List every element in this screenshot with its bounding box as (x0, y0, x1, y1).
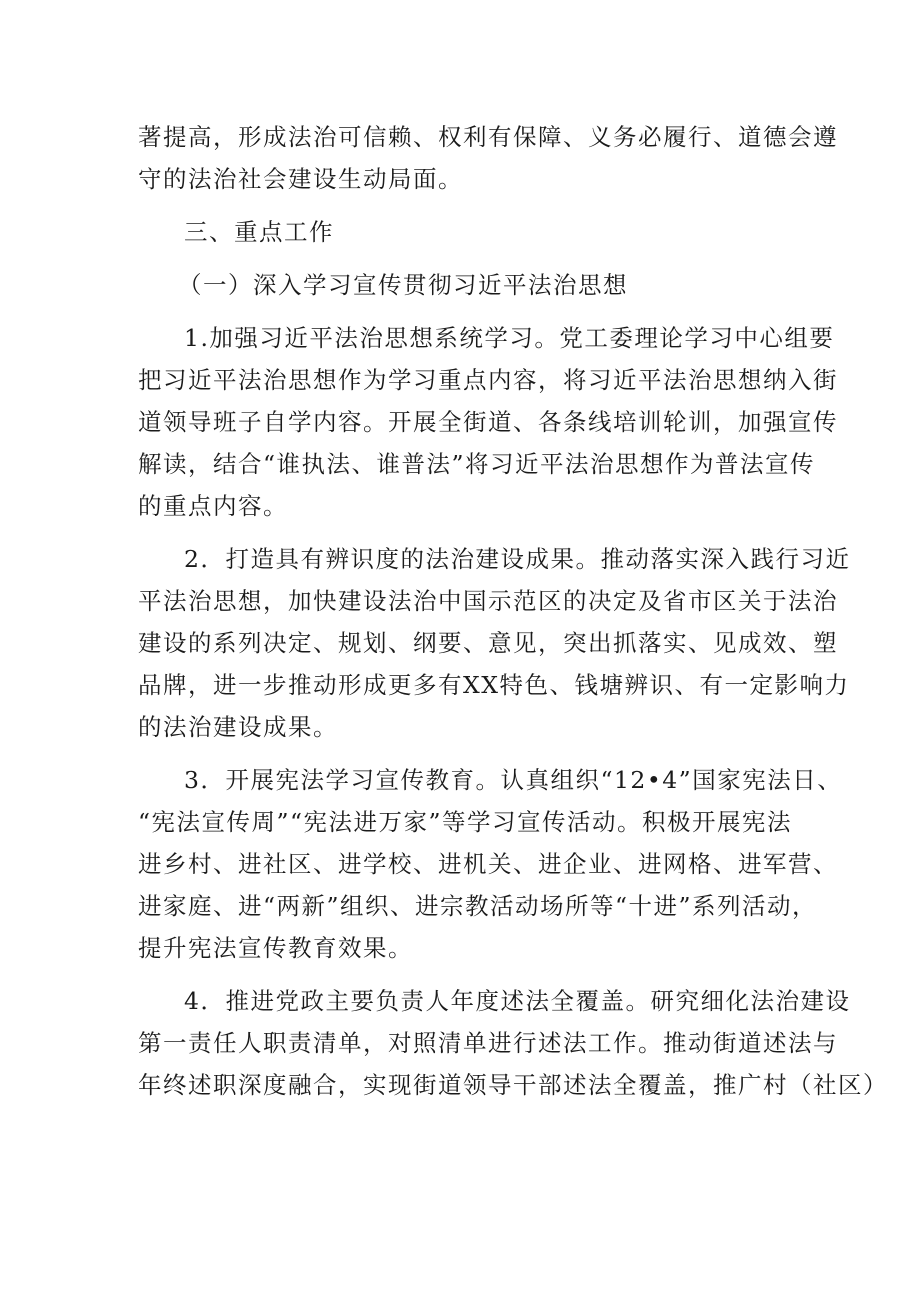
subsection-heading: （一）深入学习宣传贯彻习近平法治思想 (178, 271, 628, 299)
text-line: 的法治建设成果。 (138, 713, 338, 741)
text-line: 进家庭、进“两新”组织、进宗教活动场所等“十进”系列活动， (138, 892, 818, 920)
text-line: 著提高，形成法治可信赖、权利有保障、义务必履行、道德会遵 (138, 123, 838, 151)
text-line: 解读，结合“谁执法、谁普法”将习近平法治思想作为普法宣传 (138, 450, 816, 478)
text-line: 提升宪法宣传教育效果。 (138, 934, 413, 962)
list-item (138, 317, 838, 527)
text-line: 道领导班子自学内容。开展全街道、各条线培训轮训，加强宣传 (138, 408, 838, 436)
section-heading: 三、重点工作 (184, 218, 334, 246)
text-line: 第一责任人职责清单，对照清单进行述法工作。推动街道述法与 (138, 1029, 838, 1057)
text-line: 建设的系列决定、规划、纲要、意见，突出抓落实、见成效、塑 (138, 629, 838, 657)
text-line: 年终述职深度融合，实现街道领导干部述法全覆盖，推广村（社区） (138, 1071, 888, 1099)
text-line: 品牌，进一步推动形成更多有XX特色、钱塘辨识、有一定影响力 (138, 671, 850, 699)
text-line: “宪法宣传周”“宪法进万家”等学习宣传活动。积极开展宪法 (138, 808, 793, 836)
list-item (138, 980, 888, 1106)
text-line: 把习近平法治思想作为学习重点内容，将习近平法治思想纳入街 (138, 366, 838, 394)
text-line: 1.加强习近平法治思想系统学习。党工委理论学习中心组要 (184, 324, 835, 352)
text-line: 2．打造具有辨识度的法治建设成果。推动落实深入践行习近 (184, 545, 851, 573)
list-item (138, 538, 851, 748)
text-line: 4．推进党政主要负责人年度述法全覆盖。研究细化法治建设 (184, 987, 851, 1015)
list-item (138, 759, 843, 969)
text-line: 进乡村、进社区、进学校、进机关、进企业、进网格、进军营、 (138, 850, 838, 878)
text-line: 3．开展宪法学习宣传教育。认真组织“12•4”国家宪法日、 (184, 766, 843, 794)
paragraph-continuation (138, 116, 838, 200)
text-line: 平法治思想，加快建设法治中国示范区的决定及省市区关于法治 (138, 587, 838, 615)
text-line: 守的法治社会建设生动局面。 (138, 165, 463, 193)
text-line: 的重点内容。 (138, 492, 288, 520)
document-body (138, 116, 888, 1106)
